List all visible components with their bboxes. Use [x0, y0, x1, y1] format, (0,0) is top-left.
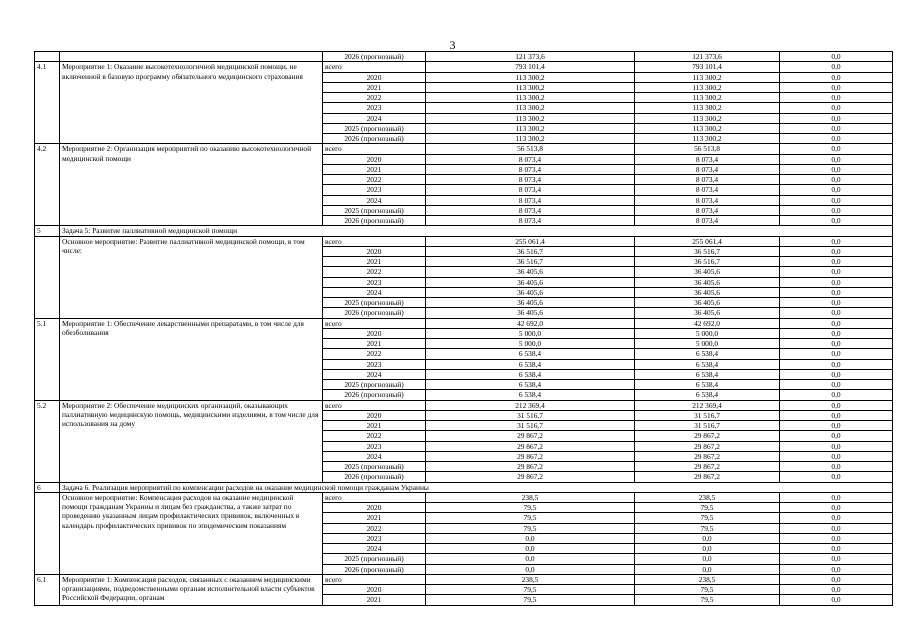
regional-value-cell: 8 073,4	[635, 195, 780, 205]
federal-value-cell: 0,0	[780, 421, 893, 431]
federal-value-cell: 0,0	[780, 287, 893, 297]
total-value-cell: 121 373,6	[426, 52, 635, 62]
year-cell: 2023	[323, 185, 426, 195]
total-value-cell: 29 867,2	[426, 451, 635, 461]
total-value-cell: 36 405,6	[426, 287, 635, 297]
year-cell: 2022	[323, 349, 426, 359]
federal-value-cell: 0,0	[780, 533, 893, 543]
year-cell: 2020	[323, 154, 426, 164]
row-number-cell: 5.1	[35, 318, 60, 400]
regional-value-cell: 29 867,2	[635, 431, 780, 441]
page-number: 3	[449, 38, 456, 52]
year-cell: 2022	[323, 523, 426, 533]
year-cell: 2024	[323, 113, 426, 123]
total-value-cell: 31 516,7	[426, 410, 635, 420]
year-cell: 2021	[323, 421, 426, 431]
year-cell: 2020	[323, 410, 426, 420]
regional-value-cell: 36 405,6	[635, 308, 780, 318]
regional-value-cell: 8 073,4	[635, 205, 780, 215]
total-value-cell: 79,5	[426, 503, 635, 513]
federal-value-cell: 0,0	[780, 564, 893, 574]
federal-value-cell: 0,0	[780, 298, 893, 308]
year-cell: 2026 (прогнозный)	[323, 564, 426, 574]
federal-value-cell: 0,0	[780, 349, 893, 359]
total-value-cell: 8 073,4	[426, 216, 635, 226]
regional-value-cell: 113 300,2	[635, 72, 780, 82]
year-cell: всего	[323, 492, 426, 502]
total-value-cell: 29 867,2	[426, 431, 635, 441]
year-cell: 2026 (прогнозный)	[323, 472, 426, 482]
row-number-cell: 5.2	[35, 400, 60, 482]
federal-value-cell: 0,0	[780, 246, 893, 256]
year-cell: 2025 (прогнозный)	[323, 380, 426, 390]
table-row	[35, 400, 893, 410]
federal-value-cell: 0,0	[780, 236, 893, 246]
regional-value-cell: 5 000,0	[635, 328, 780, 338]
table-row	[35, 318, 893, 328]
regional-value-cell: 0,0	[635, 564, 780, 574]
regional-value-cell: 6 538,4	[635, 359, 780, 369]
regional-value-cell: 29 867,2	[635, 451, 780, 461]
table-row	[35, 52, 893, 62]
row-number-cell: 4.1	[35, 62, 60, 144]
total-value-cell: 36 405,6	[426, 298, 635, 308]
regional-value-cell: 79,5	[635, 523, 780, 533]
federal-value-cell: 0,0	[780, 544, 893, 554]
year-cell: 2026 (прогнозный)	[323, 134, 426, 144]
total-value-cell: 79,5	[426, 595, 635, 605]
federal-value-cell: 0,0	[780, 123, 893, 133]
total-value-cell: 0,0	[426, 564, 635, 574]
regional-value-cell: 29 867,2	[635, 462, 780, 472]
year-cell: 2021	[323, 595, 426, 605]
total-value-cell: 113 300,2	[426, 134, 635, 144]
year-cell: 2025 (прогнозный)	[323, 123, 426, 133]
total-value-cell: 0,0	[426, 533, 635, 543]
federal-value-cell: 0,0	[780, 134, 893, 144]
year-cell: всего	[323, 400, 426, 410]
regional-value-cell: 113 300,2	[635, 93, 780, 103]
federal-value-cell: 0,0	[780, 164, 893, 174]
regional-value-cell: 238,5	[635, 492, 780, 502]
federal-value-cell: 0,0	[780, 175, 893, 185]
federal-value-cell: 0,0	[780, 93, 893, 103]
regional-value-cell: 793 101,4	[635, 62, 780, 72]
federal-value-cell: 0,0	[780, 472, 893, 482]
regional-value-cell: 42 692,0	[635, 318, 780, 328]
total-value-cell: 8 073,4	[426, 175, 635, 185]
federal-value-cell: 0,0	[780, 380, 893, 390]
regional-value-cell: 29 867,2	[635, 441, 780, 451]
year-cell: 2023	[323, 441, 426, 451]
year-cell: 2024	[323, 369, 426, 379]
total-value-cell: 79,5	[426, 585, 635, 595]
year-cell: 2025 (прогнозный)	[323, 298, 426, 308]
federal-value-cell: 0,0	[780, 451, 893, 461]
regional-value-cell: 113 300,2	[635, 134, 780, 144]
federal-value-cell: 0,0	[780, 410, 893, 420]
regional-value-cell: 8 073,4	[635, 216, 780, 226]
total-value-cell: 212 369,4	[426, 400, 635, 410]
regional-value-cell: 0,0	[635, 554, 780, 564]
federal-value-cell: 0,0	[780, 369, 893, 379]
federal-value-cell: 0,0	[780, 52, 893, 62]
federal-value-cell: 0,0	[780, 574, 893, 584]
federal-value-cell: 0,0	[780, 62, 893, 72]
year-cell: 2026 (прогнозный)	[323, 52, 426, 62]
year-cell: всего	[323, 318, 426, 328]
federal-value-cell: 0,0	[780, 103, 893, 113]
federal-value-cell: 0,0	[780, 308, 893, 318]
total-value-cell: 8 073,4	[426, 164, 635, 174]
total-value-cell: 8 073,4	[426, 185, 635, 195]
total-value-cell: 6 538,4	[426, 380, 635, 390]
total-value-cell: 113 300,2	[426, 82, 635, 92]
regional-value-cell: 56 513,8	[635, 144, 780, 154]
total-value-cell: 238,5	[426, 574, 635, 584]
federal-value-cell: 0,0	[780, 339, 893, 349]
year-cell: 2021	[323, 513, 426, 523]
year-cell: 2025 (прогнозный)	[323, 554, 426, 564]
regional-value-cell: 0,0	[635, 533, 780, 543]
federal-value-cell: 0,0	[780, 195, 893, 205]
federal-value-cell: 0,0	[780, 503, 893, 513]
regional-value-cell: 113 300,2	[635, 82, 780, 92]
federal-value-cell: 0,0	[780, 154, 893, 164]
total-value-cell: 255 061,4	[426, 236, 635, 246]
total-value-cell: 0,0	[426, 544, 635, 554]
year-cell: всего	[323, 144, 426, 154]
total-value-cell: 113 300,2	[426, 103, 635, 113]
total-value-cell: 36 405,6	[426, 267, 635, 277]
row-number-cell	[35, 492, 60, 574]
table-row	[35, 62, 893, 72]
regional-value-cell: 6 538,4	[635, 390, 780, 400]
row-number-cell	[35, 236, 60, 318]
regional-value-cell: 79,5	[635, 595, 780, 605]
row-number-cell: 4.2	[35, 144, 60, 226]
measure-name-cell: Мероприятие 1: Оказание высокотехнологичной медицинской помощи, не включенной в базовую программу обязательного медицинского страхования	[60, 62, 323, 144]
measure-name-cell: Основное мероприятие: Развитие паллиативной медицинской помощи, в том числе:	[60, 236, 323, 318]
federal-value-cell: 0,0	[780, 554, 893, 564]
total-value-cell: 29 867,2	[426, 462, 635, 472]
total-value-cell: 29 867,2	[426, 441, 635, 451]
federal-value-cell: 0,0	[780, 492, 893, 502]
total-value-cell: 29 867,2	[426, 472, 635, 482]
regional-value-cell: 36 405,6	[635, 298, 780, 308]
table-row	[35, 236, 893, 246]
measure-name-cell: Основное мероприятие: Компенсация расходов на оказание медицинской помощи гражданам Украины и лицам без гражданства, а также затрат по проведению указанным лицам профилактических прививок, включенных в календарь профилактических прививок по эпидемическим показаниям	[60, 492, 323, 574]
year-cell: 2021	[323, 339, 426, 349]
federal-value-cell: 0,0	[780, 82, 893, 92]
year-cell: 2022	[323, 175, 426, 185]
row-name-cell	[60, 52, 323, 62]
federal-value-cell: 0,0	[780, 585, 893, 595]
regional-value-cell: 79,5	[635, 585, 780, 595]
regional-value-cell: 79,5	[635, 513, 780, 523]
regional-value-cell: 36 405,6	[635, 267, 780, 277]
year-cell: 2024	[323, 451, 426, 461]
regional-value-cell: 36 405,6	[635, 277, 780, 287]
total-value-cell: 36 405,6	[426, 308, 635, 318]
measure-name-cell: Мероприятие 1: Обеспечение лекарственными препаратами, в том числе для обезболивания	[60, 318, 323, 400]
regional-value-cell: 36 516,7	[635, 246, 780, 256]
federal-value-cell: 0,0	[780, 513, 893, 523]
regional-value-cell: 121 373,6	[635, 52, 780, 62]
total-value-cell: 36 516,7	[426, 257, 635, 267]
regional-value-cell: 79,5	[635, 503, 780, 513]
year-cell: 2022	[323, 431, 426, 441]
year-cell: 2024	[323, 195, 426, 205]
total-value-cell: 56 513,8	[426, 144, 635, 154]
total-value-cell: 113 300,2	[426, 93, 635, 103]
year-cell: 2026 (прогнозный)	[323, 390, 426, 400]
total-value-cell: 793 101,4	[426, 62, 635, 72]
task-row	[35, 482, 893, 492]
regional-value-cell: 5 000,0	[635, 339, 780, 349]
regional-value-cell: 113 300,2	[635, 103, 780, 113]
total-value-cell: 36 405,6	[426, 277, 635, 287]
year-cell: 2024	[323, 287, 426, 297]
regional-value-cell: 6 538,4	[635, 349, 780, 359]
year-cell: 2021	[323, 82, 426, 92]
regional-value-cell: 6 538,4	[635, 369, 780, 379]
federal-value-cell: 0,0	[780, 400, 893, 410]
year-cell: всего	[323, 236, 426, 246]
federal-value-cell: 0,0	[780, 277, 893, 287]
year-cell: 2025 (прогнозный)	[323, 205, 426, 215]
total-value-cell: 8 073,4	[426, 154, 635, 164]
year-cell: 2022	[323, 93, 426, 103]
total-value-cell: 8 073,4	[426, 195, 635, 205]
measure-name-cell: Мероприятие 2: Организация мероприятий по оказанию высокотехнологичной медицинской помощи	[60, 144, 323, 226]
task-row	[35, 226, 893, 236]
federal-value-cell: 0,0	[780, 441, 893, 451]
federal-value-cell: 0,0	[780, 390, 893, 400]
regional-value-cell: 255 061,4	[635, 236, 780, 246]
federal-value-cell: 0,0	[780, 595, 893, 605]
year-cell: всего	[323, 574, 426, 584]
task-title-cell: Задача 5: Развитие паллиативной медицинской помощи	[60, 226, 893, 236]
year-cell: 2023	[323, 103, 426, 113]
total-value-cell: 6 538,4	[426, 359, 635, 369]
total-value-cell: 36 516,7	[426, 246, 635, 256]
federal-value-cell: 0,0	[780, 72, 893, 82]
federal-value-cell: 0,0	[780, 462, 893, 472]
federal-value-cell: 0,0	[780, 359, 893, 369]
total-value-cell: 6 538,4	[426, 390, 635, 400]
year-cell: 2020	[323, 328, 426, 338]
federal-value-cell: 0,0	[780, 431, 893, 441]
regional-value-cell: 0,0	[635, 544, 780, 554]
task-title-cell: Задача 6. Реализация мероприятий по компенсации расходов на оказание медицинской помощи гражданам Украины	[60, 482, 893, 492]
regional-value-cell: 31 516,7	[635, 421, 780, 431]
federal-value-cell: 0,0	[780, 205, 893, 215]
total-value-cell: 42 692,0	[426, 318, 635, 328]
regional-value-cell: 8 073,4	[635, 154, 780, 164]
row-number-cell: 6	[35, 482, 60, 492]
regional-value-cell: 36 405,6	[635, 287, 780, 297]
year-cell: 2023	[323, 533, 426, 543]
federal-value-cell: 0,0	[780, 216, 893, 226]
regional-value-cell: 36 516,7	[635, 257, 780, 267]
federal-value-cell: 0,0	[780, 113, 893, 123]
year-cell: 2026 (прогнозный)	[323, 308, 426, 318]
regional-value-cell: 8 073,4	[635, 175, 780, 185]
regional-value-cell: 8 073,4	[635, 185, 780, 195]
total-value-cell: 0,0	[426, 554, 635, 564]
row-number-cell	[35, 52, 60, 62]
total-value-cell: 79,5	[426, 513, 635, 523]
year-cell: 2020	[323, 503, 426, 513]
year-cell: всего	[323, 62, 426, 72]
year-cell: 2020	[323, 246, 426, 256]
budget-table	[34, 51, 893, 606]
total-value-cell: 31 516,7	[426, 421, 635, 431]
row-number-cell: 5	[35, 226, 60, 236]
row-number-cell: 6.1	[35, 574, 60, 605]
regional-value-cell: 238,5	[635, 574, 780, 584]
federal-value-cell: 0,0	[780, 185, 893, 195]
total-value-cell: 8 073,4	[426, 205, 635, 215]
federal-value-cell: 0,0	[780, 257, 893, 267]
table-row	[35, 144, 893, 154]
total-value-cell: 6 538,4	[426, 369, 635, 379]
federal-value-cell: 0,0	[780, 318, 893, 328]
total-value-cell: 113 300,2	[426, 123, 635, 133]
total-value-cell: 113 300,2	[426, 72, 635, 82]
regional-value-cell: 31 516,7	[635, 410, 780, 420]
year-cell: 2026 (прогнозный)	[323, 216, 426, 226]
year-cell: 2021	[323, 257, 426, 267]
total-value-cell: 5 000,0	[426, 328, 635, 338]
table-row	[35, 574, 893, 584]
measure-name-cell: Мероприятие 2: Обеспечение медицинских организаций, оказывающих паллиативную медицинскую помощь, медицинскими изделиями, в том числе для использования на дому	[60, 400, 323, 482]
regional-value-cell: 29 867,2	[635, 472, 780, 482]
federal-value-cell: 0,0	[780, 328, 893, 338]
year-cell: 2025 (прогнозный)	[323, 462, 426, 472]
year-cell: 2024	[323, 544, 426, 554]
regional-value-cell: 113 300,2	[635, 123, 780, 133]
federal-value-cell: 0,0	[780, 267, 893, 277]
year-cell: 2023	[323, 359, 426, 369]
regional-value-cell: 212 369,4	[635, 400, 780, 410]
year-cell: 2021	[323, 164, 426, 174]
budget-table-body	[35, 52, 893, 606]
total-value-cell: 79,5	[426, 523, 635, 533]
total-value-cell: 5 000,0	[426, 339, 635, 349]
year-cell: 2020	[323, 72, 426, 82]
federal-value-cell: 0,0	[780, 144, 893, 154]
total-value-cell: 238,5	[426, 492, 635, 502]
table-row	[35, 492, 893, 502]
federal-value-cell: 0,0	[780, 523, 893, 533]
regional-value-cell: 8 073,4	[635, 164, 780, 174]
total-value-cell: 113 300,2	[426, 113, 635, 123]
year-cell: 2020	[323, 585, 426, 595]
regional-value-cell: 6 538,4	[635, 380, 780, 390]
regional-value-cell: 113 300,2	[635, 113, 780, 123]
year-cell: 2023	[323, 277, 426, 287]
year-cell: 2022	[323, 267, 426, 277]
total-value-cell: 6 538,4	[426, 349, 635, 359]
measure-name-cell: Мероприятие 1: Компенсация расходов, связанных с оказанием медицинскими организациями, подведомственными органам исполнительной власти субъектов Российской Федерации, органам	[60, 574, 323, 605]
